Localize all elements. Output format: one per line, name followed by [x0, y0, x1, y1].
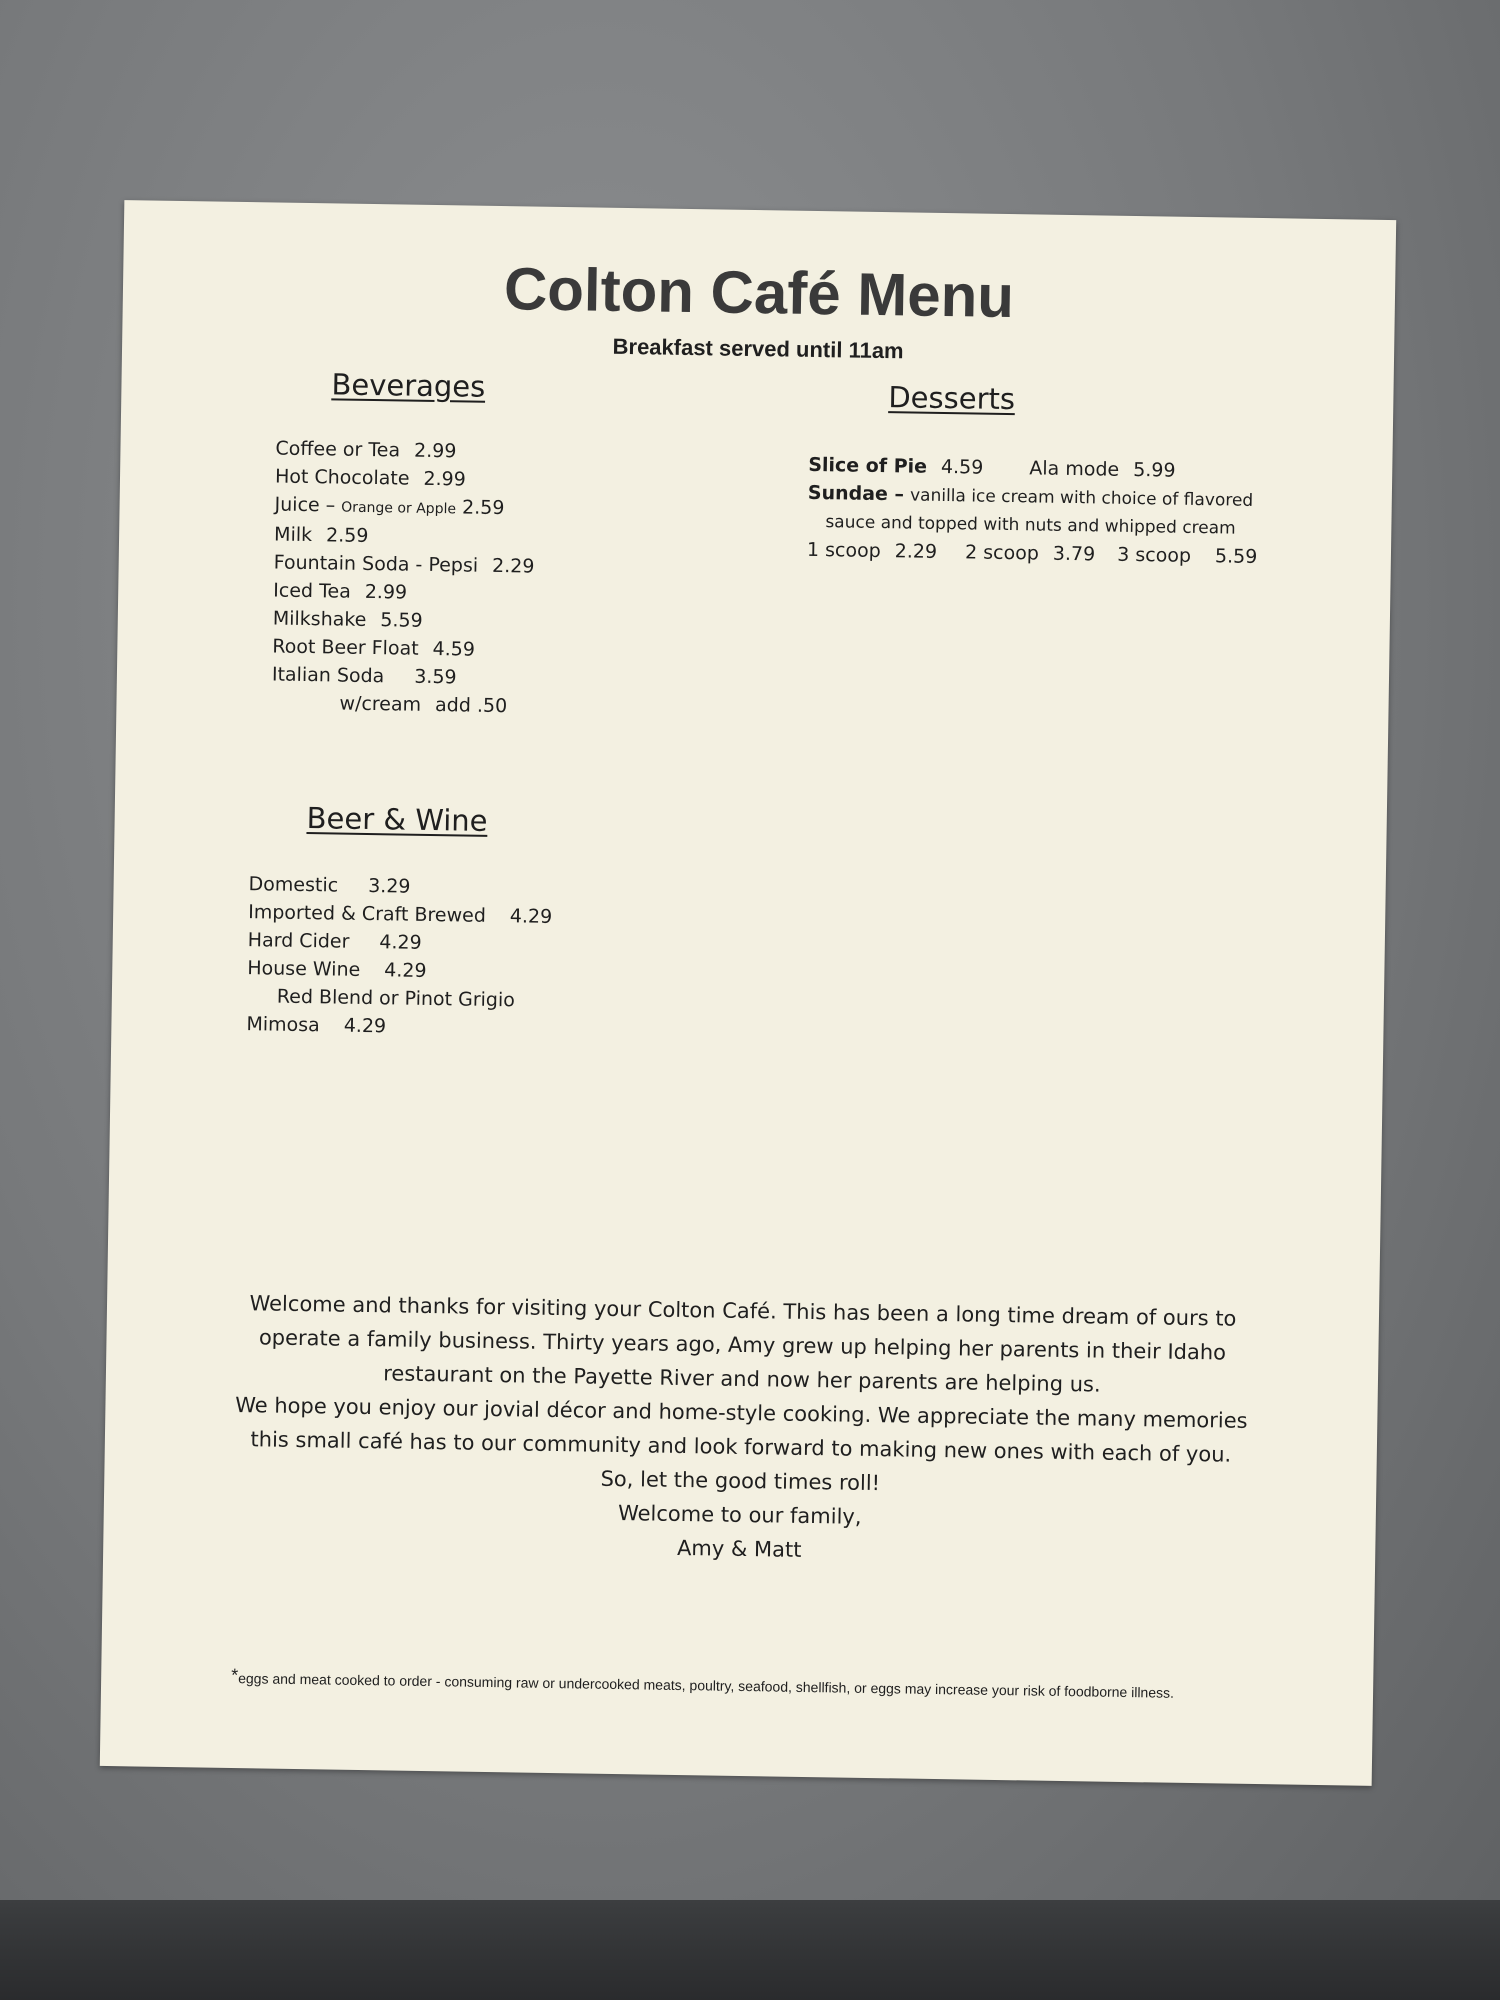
welcome-line: this small café has to our community and look forward to making new ones with each of you. — [250, 1427, 1232, 1467]
welcome-line: operate a family business. Thirty years ago, Amy grew up helping her parents in their Idaho — [258, 1325, 1227, 1365]
beer-wine-heading: Beer & Wine — [306, 801, 488, 838]
beer-wine-item: Red Blend or Pinot Grigio — [276, 985, 516, 1012]
beverage-item: Iced Tea 2.99 — [273, 579, 408, 604]
dessert-scoops: 1 scoop 2.29 2 scoop 3.79 3 scoop 5.59 — [806, 538, 1258, 568]
beverage-item: w/cream add .50 — [339, 692, 508, 718]
beverages-heading: Beverages — [331, 367, 486, 404]
disclaimer-text: eggs and meat cooked to order - consuming raw or undercooked meats, poultry, seafood, shellfish, or eggs may increase your risk of foodborne illness. — [238, 1670, 1175, 1701]
beverage-item: Italian Soda 3.59 — [271, 663, 457, 689]
welcome-line: Welcome to our family, — [617, 1501, 862, 1529]
welcome-line: Welcome and thanks for visiting your Colton Café. This has been a long time dream of ours to — [249, 1291, 1237, 1331]
dessert-sundae: Sundae – vanilla ice cream with choice of flavored — [807, 481, 1254, 511]
beverage-item: Juice – Orange or Apple 2.59 — [274, 493, 505, 520]
beer-wine-item: House Wine 4.29 — [247, 957, 427, 982]
food-safety-disclaimer — [231, 1665, 1174, 1701]
welcome-line: We hope you enjoy our jovial décor and home-style cooking. We appreciate the many memories — [235, 1392, 1248, 1433]
desserts-list — [807, 451, 1259, 571]
welcome-line: restaurant on the Payette River and now her parents are helping us. — [383, 1361, 1101, 1397]
beer-wine-list — [246, 870, 553, 1043]
welcome-message — [193, 1285, 1289, 1574]
menu-subtitle: Breakfast served until 11am — [612, 333, 904, 364]
welcome-line: So, let the good times roll! — [600, 1466, 881, 1496]
disclaimer-asterisk: * — [231, 1664, 239, 1686]
menu-sheet — [100, 200, 1396, 1786]
beverage-item: Fountain Soda - Pepsi 2.29 — [273, 551, 535, 578]
dessert-pie: Slice of Pie 4.59 Ala mode 5.99 — [808, 453, 1176, 482]
beverage-item: Hot Chocolate 2.99 — [274, 465, 466, 491]
menu-title: Colton Café Menu — [503, 255, 1015, 331]
beer-wine-item: Imported & Craft Brewed 4.29 — [248, 901, 553, 928]
beer-wine-item: Mimosa 4.29 — [246, 1013, 387, 1038]
beer-wine-item: Hard Cider 4.29 — [247, 929, 422, 954]
dessert-sundae-description: sauce and topped with nuts and whipped cream — [825, 512, 1236, 539]
beverages-list — [271, 435, 536, 721]
beverage-item: Coffee or Tea 2.99 — [275, 437, 457, 463]
beverage-item: Milk 2.59 — [273, 523, 369, 547]
beverage-item: Root Beer Float 4.59 — [272, 635, 476, 661]
desserts-heading: Desserts — [888, 380, 1016, 417]
beer-wine-item: Domestic 3.29 — [248, 873, 411, 898]
beverage-item: Milkshake 5.59 — [272, 607, 423, 632]
welcome-line: Amy & Matt — [676, 1535, 802, 1562]
counter-edge — [0, 1900, 1500, 2000]
